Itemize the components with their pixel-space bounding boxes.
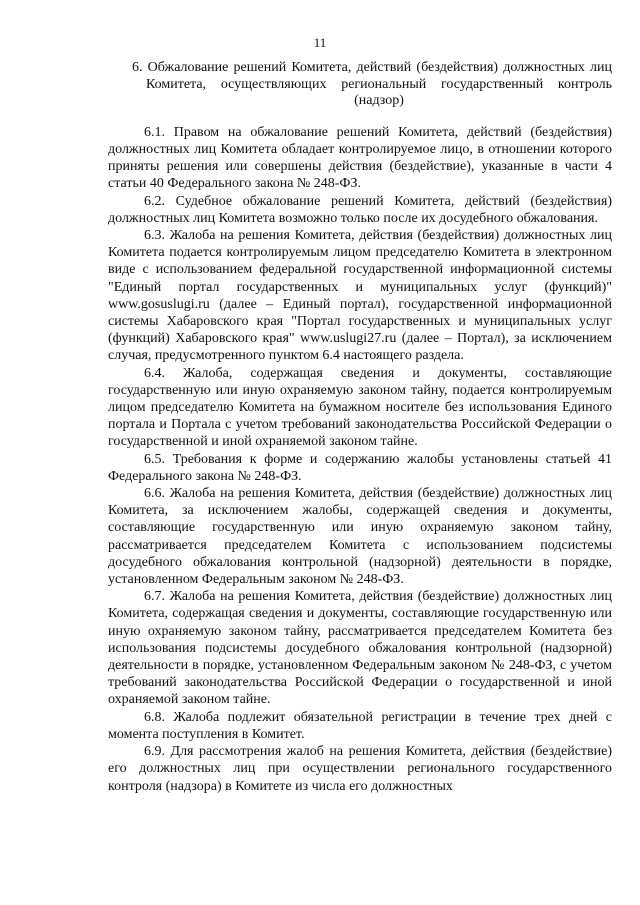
page-number: 11 (313, 35, 327, 50)
section-heading: 6. Обжалование решений Комитета, действий (бездействия) должностных лиц Комитета, осуществляющих региональный государственный контроль (надзор) (132, 60, 612, 109)
paragraph-6-3: 6.3. Жалоба на решения Комитета, действия (бездействия) должностных лиц Комитета подается контролируемым лицом председателю Комитета в электронном виде с использованием федеральной государственной информационной системы "Единый портал государственных и муниципальных услуг (функций)" www.gosuslugi.ru (далее – Единый портал), государственной информационной системы Хабаровского края "Портал государственных и муниципальных услуг (функций) Хабаровского края" www.uslugi27.ru (далее – Портал), за исключением случая, предусмотренного пунктом 6.4 настоящего раздела. (108, 228, 612, 364)
paragraph-6-9: 6.9. Для рассмотрения жалоб на решения Комитета, действия (бездействие) его должностных лиц при осуществлении регионального государственного контроля (надзора) в Комитете из числа его должностных (108, 744, 612, 794)
paragraph-6-2: 6.2. Судебное обжалование решений Комитета, действий (бездействия) должностных лиц Комитета возможно только после их досудебного обжалования. (108, 193, 612, 226)
paragraph-6-4: 6.4. Жалоба, содержащая сведения и документы, составляющие государственную или иную охраняемую законом тайну, подается контролируемым лицом председателю Комитета на бумажном носителе без использования Единого портала и Портала с учетом требований законодательства Российской Федерации о государственной и иной охраняемой законом тайне. (108, 365, 612, 450)
paragraph-6-6: 6.6. Жалоба на решения Комитета, действия (бездействие) должностных лиц Комитета, за исключением жалобы, содержащей сведения и документы, составляющие государственную или иную охраняемую законом тайну, рассматривается председателем Комитета с использованием подсистемы досудебного обжалования контрольной (надзорной) деятельности в порядке, установленном Федеральным законом № 248-ФЗ. (108, 486, 612, 588)
paragraph-6-8: 6.8. Жалоба подлежит обязательной регистрации в течение трех дней с момента поступления в Комитет. (108, 709, 612, 742)
document-body (108, 60, 612, 795)
paragraph-6-5: 6.5. Требования к форме и содержанию жалобы установлены статьей 41 Федерального закона № 248-ФЗ. (108, 451, 612, 484)
paragraph-6-1: 6.1. Правом на обжалование решений Комитета, действий (бездействия) должностных лиц Комитета обладает контролируемое лицо, в отношении которого приняты решения или совершены действия (бездействие), указанные в части 4 статьи 40 Федерального закона № 248-ФЗ. (108, 124, 612, 192)
paragraph-6-7: 6.7. Жалоба на решения Комитета, действия (бездействие) должностных лиц Комитета, содержащая сведения и документы, составляющие государственную или иную охраняемую законом тайну, рассматривается председателем Комитета без использования подсистемы досудебного обжалования контрольной (надзорной) деятельности в порядке, установленном Федеральным законом № 248-ФЗ, с учетом требований законодательства Российской Федерации о государственной и иной охраняемой законом тайне. (108, 589, 612, 708)
